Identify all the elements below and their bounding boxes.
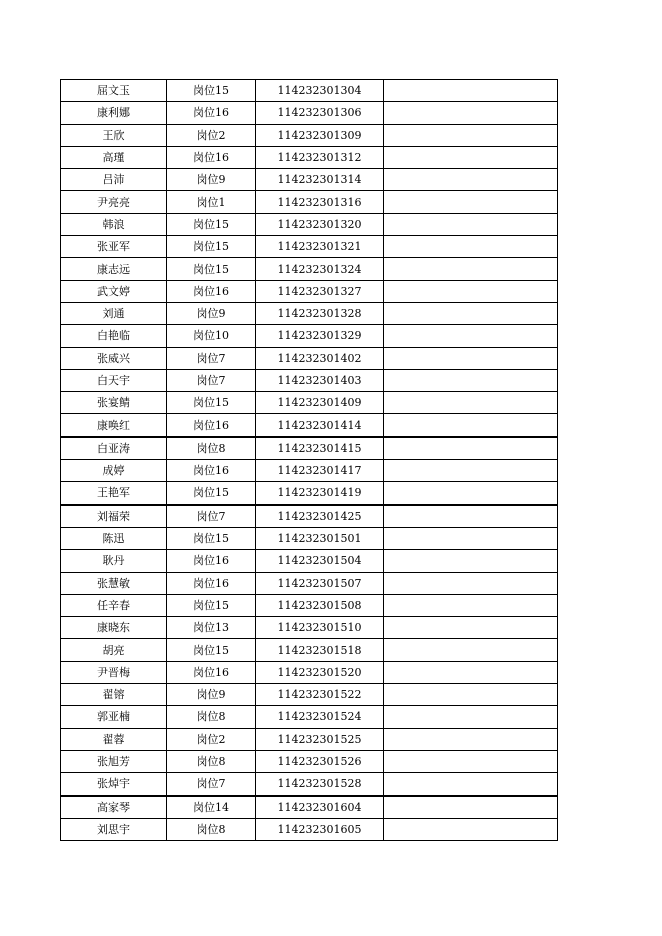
name-cell: 张焯宇 [61,773,167,796]
table-row [61,280,558,302]
name-cell: 康利娜 [61,102,167,124]
post-cell: 岗位9 [167,302,256,324]
exam-id-cell: 114232301306 [256,102,384,124]
table-row [61,706,558,728]
post-cell: 岗位16 [167,572,256,594]
exam-id-cell: 114232301414 [256,414,384,437]
exam-id-cell: 114232301425 [256,505,384,528]
exam-id-cell: 114232301403 [256,369,384,391]
name-cell: 刘福荣 [61,505,167,528]
note-cell [384,505,558,528]
name-cell: 耿丹 [61,550,167,572]
exam-id-cell: 114232301314 [256,169,384,191]
name-cell: 成婷 [61,460,167,482]
note-cell [384,550,558,572]
name-cell: 康志远 [61,258,167,280]
name-cell: 白天宇 [61,369,167,391]
note-cell [384,527,558,549]
note-cell [384,347,558,369]
exam-id-cell: 114232301402 [256,347,384,369]
post-cell: 岗位16 [167,414,256,437]
exam-id-cell: 114232301504 [256,550,384,572]
post-cell: 岗位9 [167,169,256,191]
table-row [61,505,558,528]
candidate-table [60,79,558,841]
name-cell: 张慧敏 [61,572,167,594]
exam-id-cell: 114232301520 [256,661,384,683]
exam-id-cell: 114232301328 [256,302,384,324]
name-cell: 武文婷 [61,280,167,302]
name-cell: 屈文玉 [61,80,167,102]
exam-id-cell: 114232301320 [256,213,384,235]
name-cell: 王欣 [61,124,167,146]
name-cell: 白艳临 [61,325,167,347]
exam-id-cell: 114232301524 [256,706,384,728]
table-row [61,594,558,616]
table-row [61,124,558,146]
name-cell: 翟镕 [61,684,167,706]
note-cell [384,414,558,437]
post-cell: 岗位7 [167,369,256,391]
note-cell [384,169,558,191]
exam-id-cell: 114232301605 [256,818,384,840]
table-row [61,527,558,549]
table-row [61,661,558,683]
note-cell [384,437,558,460]
name-cell: 尹亮亮 [61,191,167,213]
exam-id-cell: 114232301409 [256,392,384,414]
exam-id-cell: 114232301518 [256,639,384,661]
post-cell: 岗位7 [167,505,256,528]
table-row [61,572,558,594]
post-cell: 岗位15 [167,80,256,102]
note-cell [384,124,558,146]
note-cell [384,572,558,594]
name-cell: 任辛春 [61,594,167,616]
table-row [61,236,558,258]
name-cell: 王艳军 [61,482,167,505]
note-cell [384,102,558,124]
name-cell: 张宴鲭 [61,392,167,414]
table-row [61,728,558,750]
note-cell [384,796,558,819]
exam-id-cell: 114232301508 [256,594,384,616]
post-cell: 岗位8 [167,818,256,840]
exam-id-cell: 114232301522 [256,684,384,706]
note-cell [384,773,558,796]
exam-id-cell: 114232301525 [256,728,384,750]
note-cell [384,213,558,235]
post-cell: 岗位15 [167,392,256,414]
name-cell: 胡亮 [61,639,167,661]
exam-id-cell: 114232301316 [256,191,384,213]
name-cell: 张威兴 [61,347,167,369]
name-cell: 白亚涛 [61,437,167,460]
post-cell: 岗位8 [167,706,256,728]
name-cell: 陈迅 [61,527,167,549]
note-cell [384,728,558,750]
exam-id-cell: 114232301312 [256,146,384,168]
note-cell [384,146,558,168]
post-cell: 岗位8 [167,437,256,460]
name-cell: 康唤红 [61,414,167,437]
table-row [61,146,558,168]
exam-id-cell: 114232301417 [256,460,384,482]
note-cell [384,258,558,280]
table-row [61,750,558,772]
table-row [61,369,558,391]
note-cell [384,302,558,324]
exam-id-cell: 114232301526 [256,750,384,772]
table-row [61,639,558,661]
exam-id-cell: 114232301501 [256,527,384,549]
exam-id-cell: 114232301510 [256,617,384,639]
table-row [61,684,558,706]
table-row [61,482,558,505]
post-cell: 岗位14 [167,796,256,819]
exam-id-cell: 114232301327 [256,280,384,302]
exam-id-cell: 114232301528 [256,773,384,796]
post-cell: 岗位15 [167,258,256,280]
table-row [61,258,558,280]
table-row [61,392,558,414]
post-cell: 岗位15 [167,639,256,661]
post-cell: 岗位10 [167,325,256,347]
note-cell [384,818,558,840]
post-cell: 岗位9 [167,684,256,706]
table-row [61,437,558,460]
post-cell: 岗位15 [167,527,256,549]
table-row [61,460,558,482]
post-cell: 岗位16 [167,460,256,482]
exam-id-cell: 114232301309 [256,124,384,146]
note-cell [384,325,558,347]
name-cell: 吕沛 [61,169,167,191]
post-cell: 岗位2 [167,124,256,146]
table-row [61,818,558,840]
exam-id-cell: 114232301329 [256,325,384,347]
note-cell [384,460,558,482]
post-cell: 岗位1 [167,191,256,213]
post-cell: 岗位16 [167,661,256,683]
note-cell [384,280,558,302]
table-row [61,773,558,796]
post-cell: 岗位8 [167,750,256,772]
note-cell [384,392,558,414]
note-cell [384,369,558,391]
table-row [61,796,558,819]
note-cell [384,684,558,706]
table-row [61,617,558,639]
exam-id-cell: 114232301321 [256,236,384,258]
note-cell [384,594,558,616]
name-cell: 尹晋梅 [61,661,167,683]
exam-id-cell: 114232301415 [256,437,384,460]
note-cell [384,80,558,102]
candidate-table-body [61,80,558,841]
name-cell: 郭亚楠 [61,706,167,728]
note-cell [384,706,558,728]
table-row [61,302,558,324]
table-row [61,550,558,572]
post-cell: 岗位16 [167,102,256,124]
exam-id-cell: 114232301304 [256,80,384,102]
name-cell: 张旭芳 [61,750,167,772]
post-cell: 岗位13 [167,617,256,639]
name-cell: 韩浪 [61,213,167,235]
note-cell [384,482,558,505]
post-cell: 岗位15 [167,213,256,235]
post-cell: 岗位7 [167,773,256,796]
post-cell: 岗位16 [167,280,256,302]
post-cell: 岗位7 [167,347,256,369]
post-cell: 岗位16 [167,146,256,168]
name-cell: 张亚军 [61,236,167,258]
exam-id-cell: 114232301324 [256,258,384,280]
post-cell: 岗位15 [167,482,256,505]
table-row [61,80,558,102]
post-cell: 岗位2 [167,728,256,750]
name-cell: 高瑾 [61,146,167,168]
note-cell [384,617,558,639]
note-cell [384,236,558,258]
note-cell [384,639,558,661]
exam-id-cell: 114232301507 [256,572,384,594]
name-cell: 翟蓉 [61,728,167,750]
name-cell: 刘通 [61,302,167,324]
post-cell: 岗位16 [167,550,256,572]
post-cell: 岗位15 [167,594,256,616]
table-row [61,325,558,347]
name-cell: 高家琴 [61,796,167,819]
table-row [61,213,558,235]
name-cell: 刘思宇 [61,818,167,840]
note-cell [384,191,558,213]
exam-id-cell: 114232301604 [256,796,384,819]
table-row [61,414,558,437]
note-cell [384,661,558,683]
table-row [61,102,558,124]
table-row [61,191,558,213]
table-row [61,169,558,191]
table-row [61,347,558,369]
post-cell: 岗位15 [167,236,256,258]
note-cell [384,750,558,772]
name-cell: 康晓东 [61,617,167,639]
exam-id-cell: 114232301419 [256,482,384,505]
